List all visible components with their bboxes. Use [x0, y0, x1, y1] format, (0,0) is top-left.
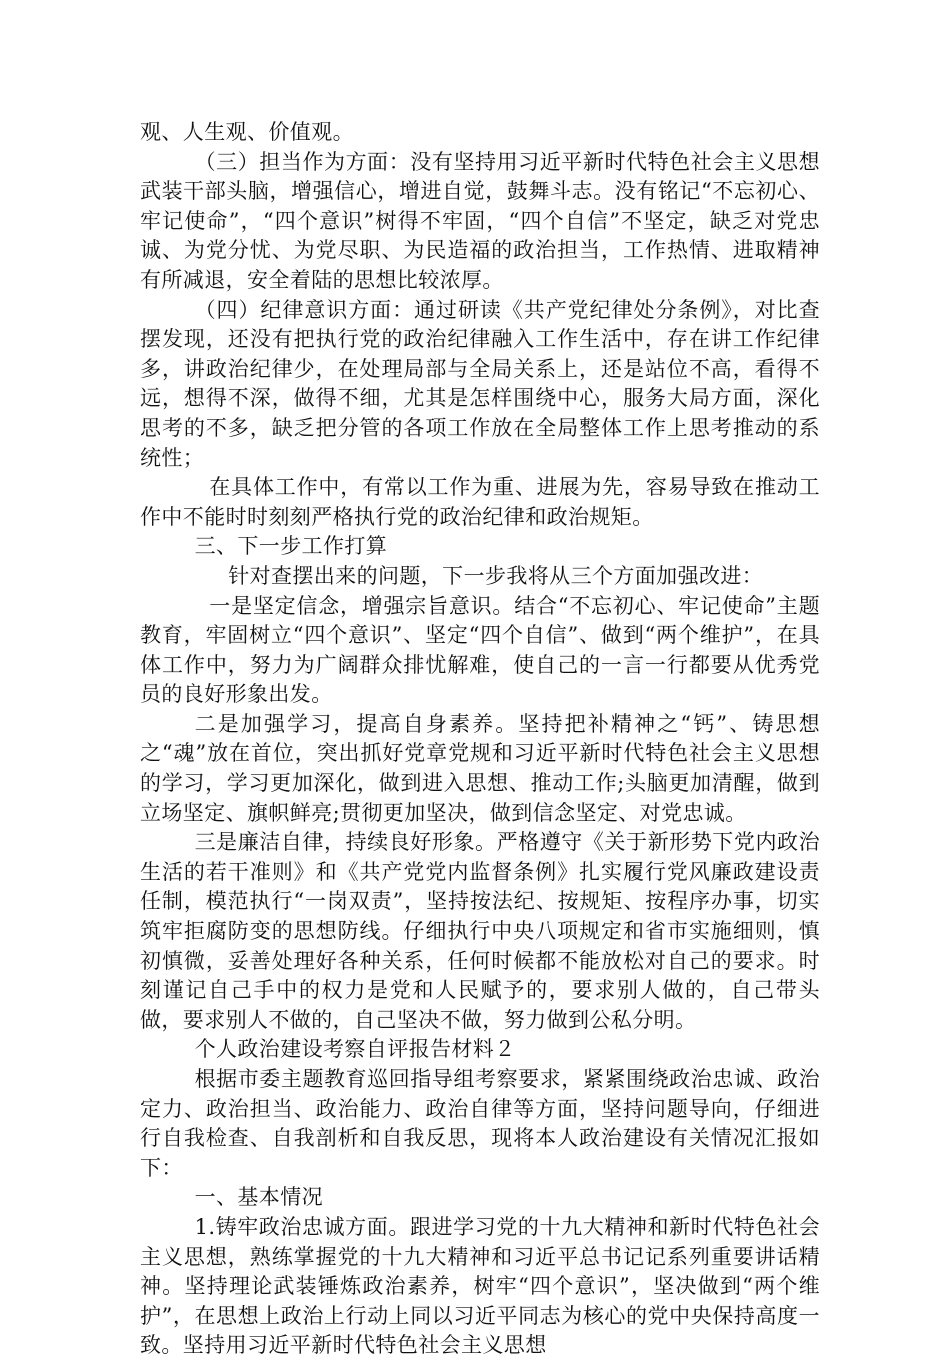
paragraph-third-point: 三是廉洁自律，持续良好形象。严格遵守《关于新形势下党内政治生活的若干准则》和《共产党党内监督条例》扎实履行党风廉政建设责任制，模范执行“一岗双责”，坚持按法纪、按规矩、按程序办事，切实筑牢拒腐防变的思想防线。仔细执行中央八项规定和省市实施细则，慎初慎微，妥善处理好各种关系，任何时候都不能放松对自己的要求。时刻谨记自己手中的权力是党和人民赋予的，要求别人做的，自己带头做，要求别人不做的，自己坚决不做，努力做到公私分明。 [140, 830, 820, 1032]
report-title-2: 个人政治建设考察自评报告材料２ [194, 1037, 516, 1062]
paragraph-second-point: 二是加强学习，提高自身素养。坚持把补精神之“钙”、铸思想之“魂”放在首位，突出抓好党章党规和习近平新时代特色社会主义思想的学习，学习更加深化，做到进入思想、推动工作;头脑更加清醒，做到立场坚定、旗帜鲜亮;贯彻更加坚决，做到信念坚定、对党忠诚。 [140, 711, 820, 825]
paragraph-next-steps-intro: 针对查摆出来的问题，下一步我将从三个方面加强改进： [228, 563, 764, 588]
document-body [140, 118, 820, 1361]
paragraph-discipline: （四）纪律意识方面：通过研读《共产党纪律处分条例》，对比查摆发现，还没有把执行党的政治纪律融入工作生活中，存在讲工作纪律多，讲政治纪律少，在处理局部与全局关系上，还是站位不高，看得不远，想得不深，做得不细，尤其是怎样围绕中心，服务大局方面，深化思考的不多，缺乏把分管的各项工作放在全局整体工作上思考推动的系统性； [140, 297, 820, 470]
paragraph-report-intro: 根据市委主题教育巡回指导组考察要求，紧紧围绕政治忠诚、政治定力、政治担当、政治能力、政治自律等方面，坚持问题导向，仔细进行自我检查、自我剖析和自我反思，现将本人政治建设有关情况汇报如下： [140, 1067, 820, 1180]
paragraph-responsibility: （三）担当作为方面：没有坚持用习近平新时代特色社会主义思想武装干部头脑，增强信心，增进自觉，鼓舞斗志。没有铭记“不忘初心、牢记使命”，“四个意识”树得不牢固，“四个自信”不坚定，缺乏对党忠诚、为党分忧、为党尽职、为民造福的政治担当，工作热情、进取精神有所减退，安全着陆的思想比较浓厚。 [140, 149, 820, 292]
paragraph-first-point: 一是坚定信念，增强宗旨意识。结合“不忘初心、牢记使命”主题教育，牢固树立“四个意识”、坚定“四个自信”、做到“两个维护”，在具体工作中，努力为广阔群众排忧解难，使自己的一言一行都要从优秀党员的良好形象出发。 [140, 593, 820, 707]
paragraph-worldview: 观、人生观、价值观。 [140, 120, 354, 144]
section-heading-next-steps: 三、下一步工作打算 [194, 534, 388, 559]
section-heading-basic-situation: 一、基本情况 [194, 1185, 323, 1210]
paragraph-specific-work: 在具体工作中，有常以工作为重、进展为先，容易导致在推动工作中不能时时刻刻严格执行党的政治纪律和政治规矩。 [140, 475, 820, 529]
paragraph-political-loyalty: 1.铸牢政治忠诚方面。跟进学习党的十九大精神和新时代特色社会主义思想，熟练掌握党的十九大精神和习近平总书记记系列重要讲话精神。坚持理论武装锤炼政治素养，树牢“四个意识”，坚决做到“两个维护”，在思想上政治上行动上同以习近平同志为核心的党中央保持高度一致。坚持用习近平新时代特色社会主义思想 [140, 1214, 820, 1358]
